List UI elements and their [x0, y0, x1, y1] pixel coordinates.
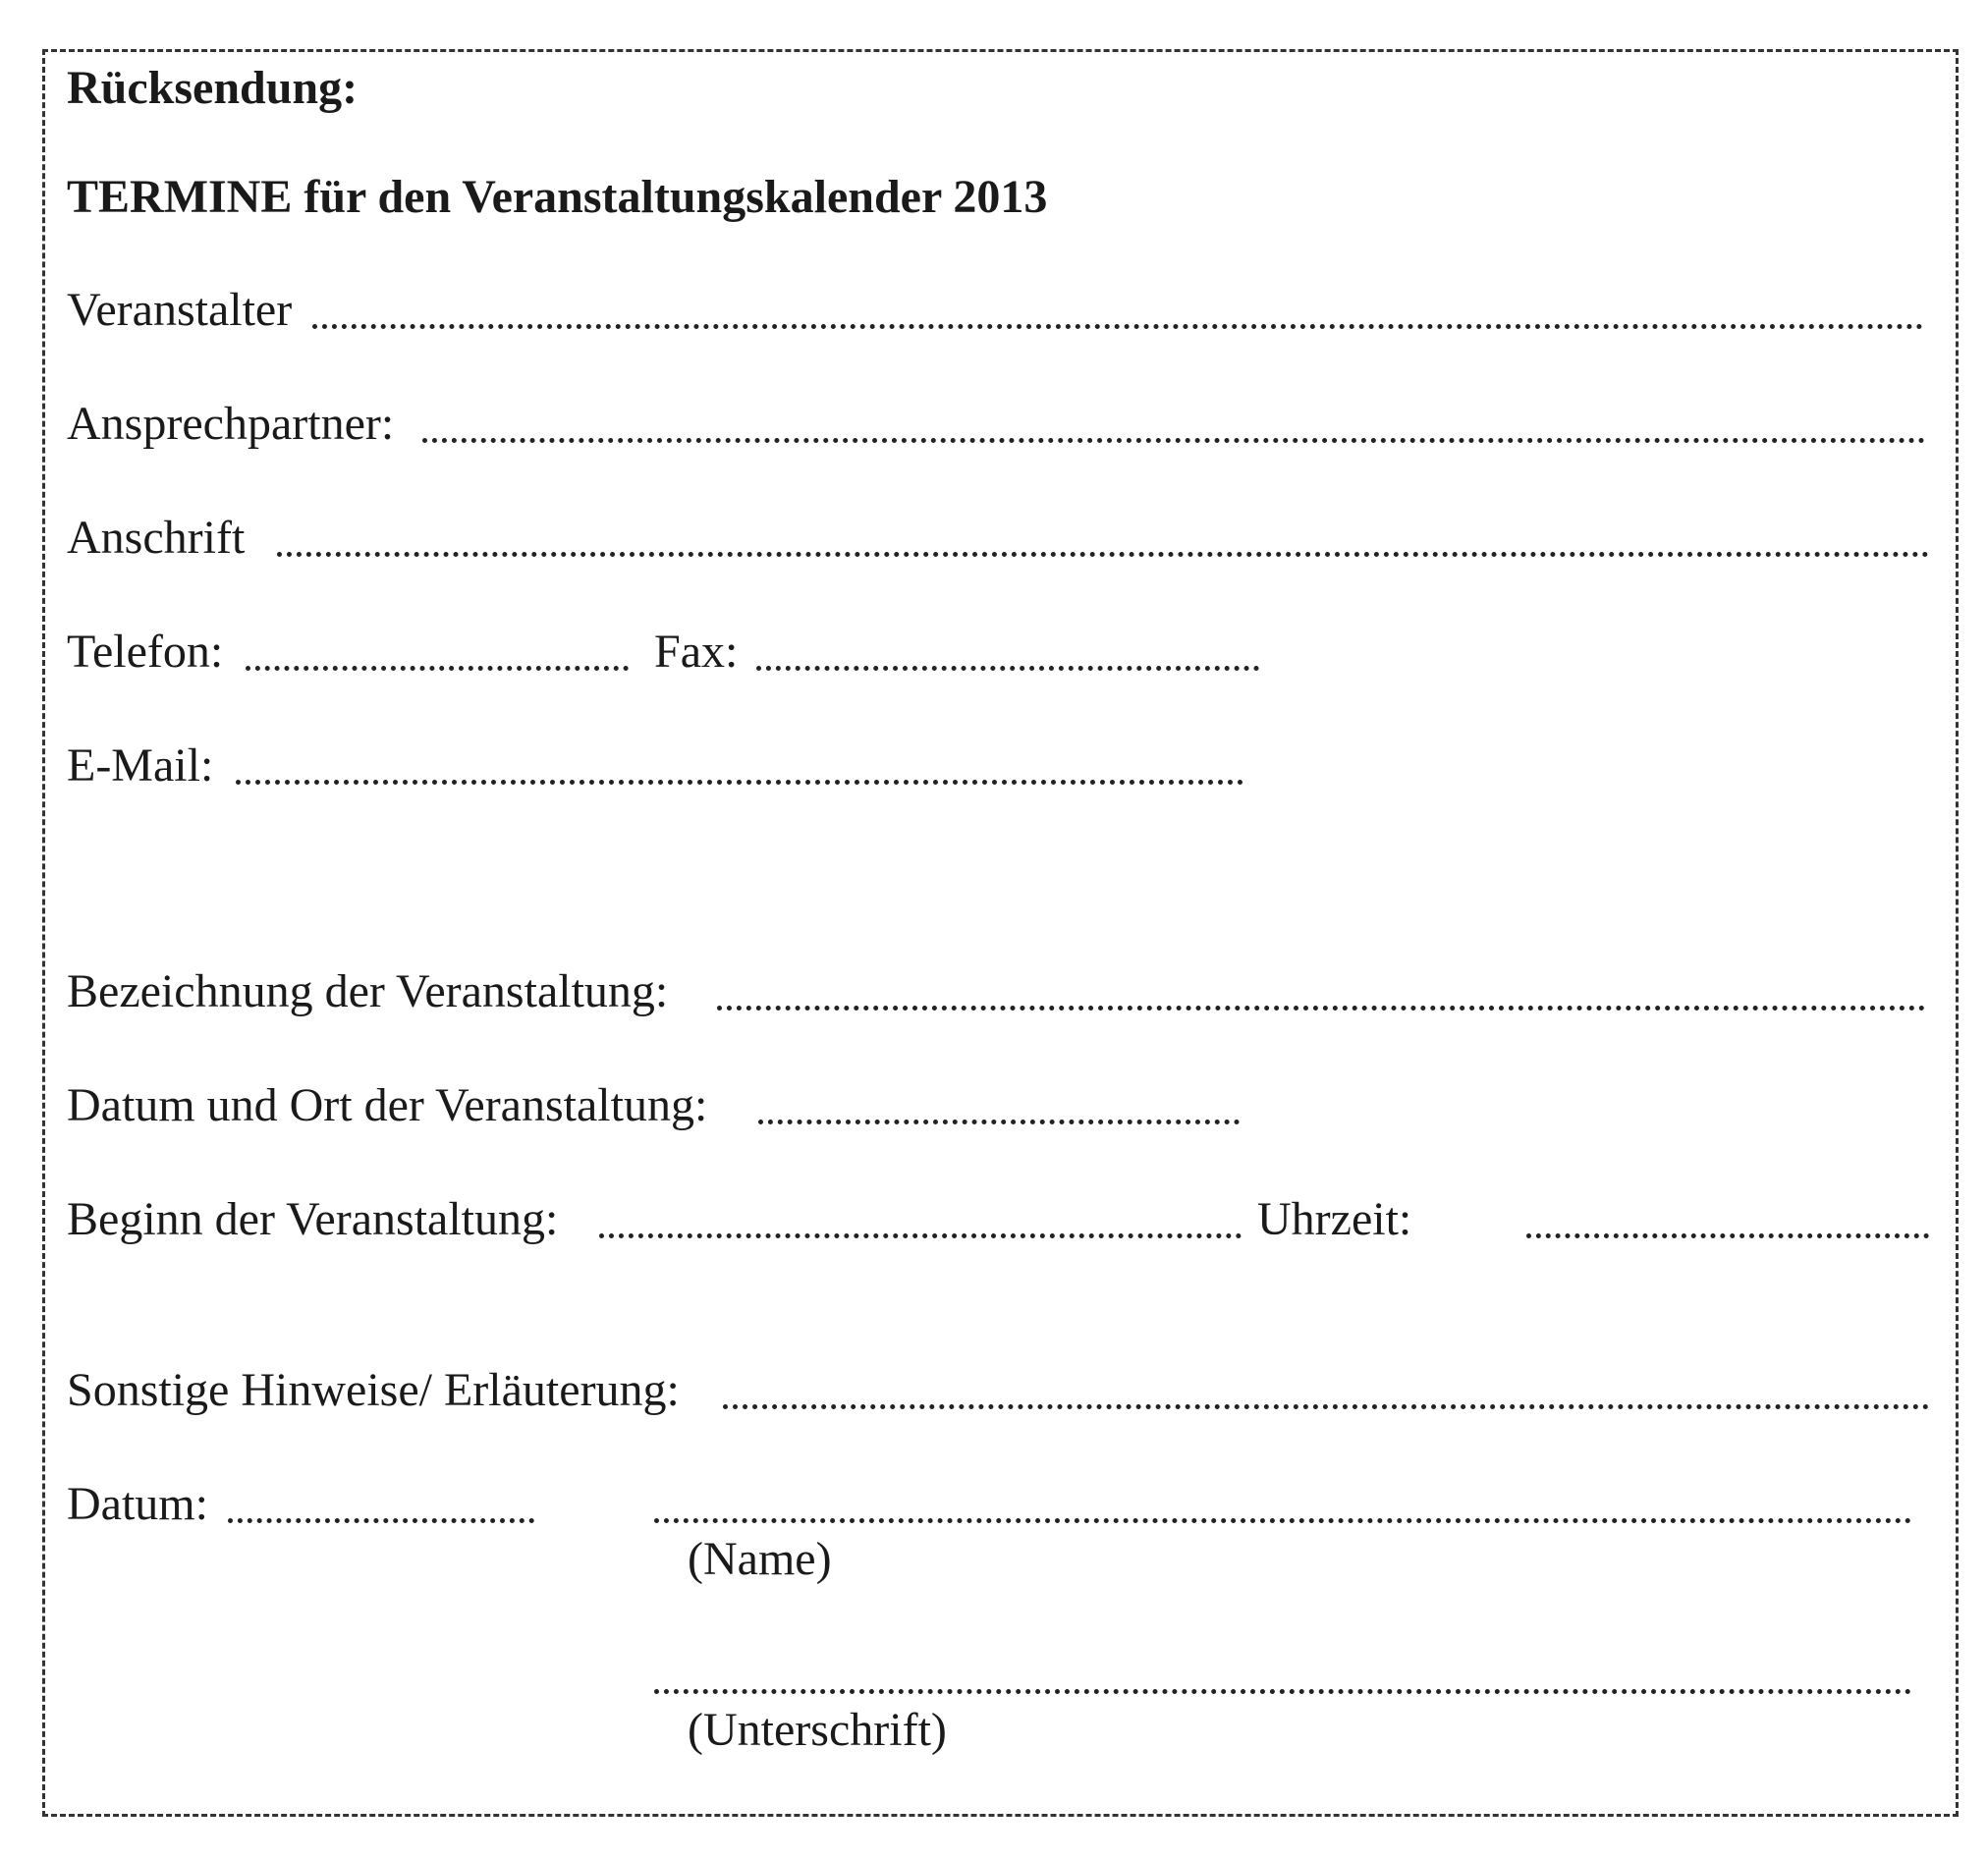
- email-field[interactable]: [236, 737, 1243, 785]
- signature-caption: (Unterschrift): [688, 1704, 947, 1756]
- event-name-label: Bezeichnung der Veranstaltung:: [67, 965, 669, 1017]
- contact-person-field[interactable]: [422, 395, 1925, 443]
- form-subtitle: TERMINE für den Veranstaltungskalender 2013: [67, 171, 1048, 223]
- organizer-field[interactable]: [312, 281, 1923, 329]
- phone-field[interactable]: [246, 623, 629, 671]
- fax-label: Fax:: [654, 626, 739, 678]
- event-start-field[interactable]: [599, 1190, 1242, 1238]
- phone-label: Telefon:: [67, 626, 224, 678]
- contact-person-label: Ansprechpartner:: [67, 398, 395, 450]
- email-label: E-Mail:: [67, 739, 214, 792]
- notes-label: Sonstige Hinweise/ Erläuterung:: [67, 1364, 680, 1416]
- address-label: Anschrift: [67, 512, 246, 564]
- event-start-label: Beginn der Veranstaltung:: [67, 1193, 559, 1245]
- event-name-field[interactable]: [717, 962, 1925, 1011]
- date-field[interactable]: [228, 1475, 534, 1523]
- signature-field[interactable]: [654, 1646, 1911, 1694]
- form-title: Rücksendung:: [67, 62, 359, 114]
- organizer-label: Veranstalter: [67, 284, 293, 336]
- time-field[interactable]: [1526, 1190, 1929, 1238]
- event-date-place-label: Datum und Ort der Veranstaltung:: [67, 1079, 708, 1131]
- fax-field[interactable]: [756, 623, 1259, 671]
- notes-field[interactable]: [723, 1361, 1929, 1409]
- address-field[interactable]: [277, 509, 1929, 557]
- event-date-place-field[interactable]: [758, 1076, 1240, 1124]
- date-label: Datum:: [67, 1478, 208, 1530]
- name-caption: (Name): [688, 1533, 832, 1585]
- time-label: Uhrzeit:: [1257, 1193, 1412, 1245]
- name-field[interactable]: [654, 1475, 1911, 1523]
